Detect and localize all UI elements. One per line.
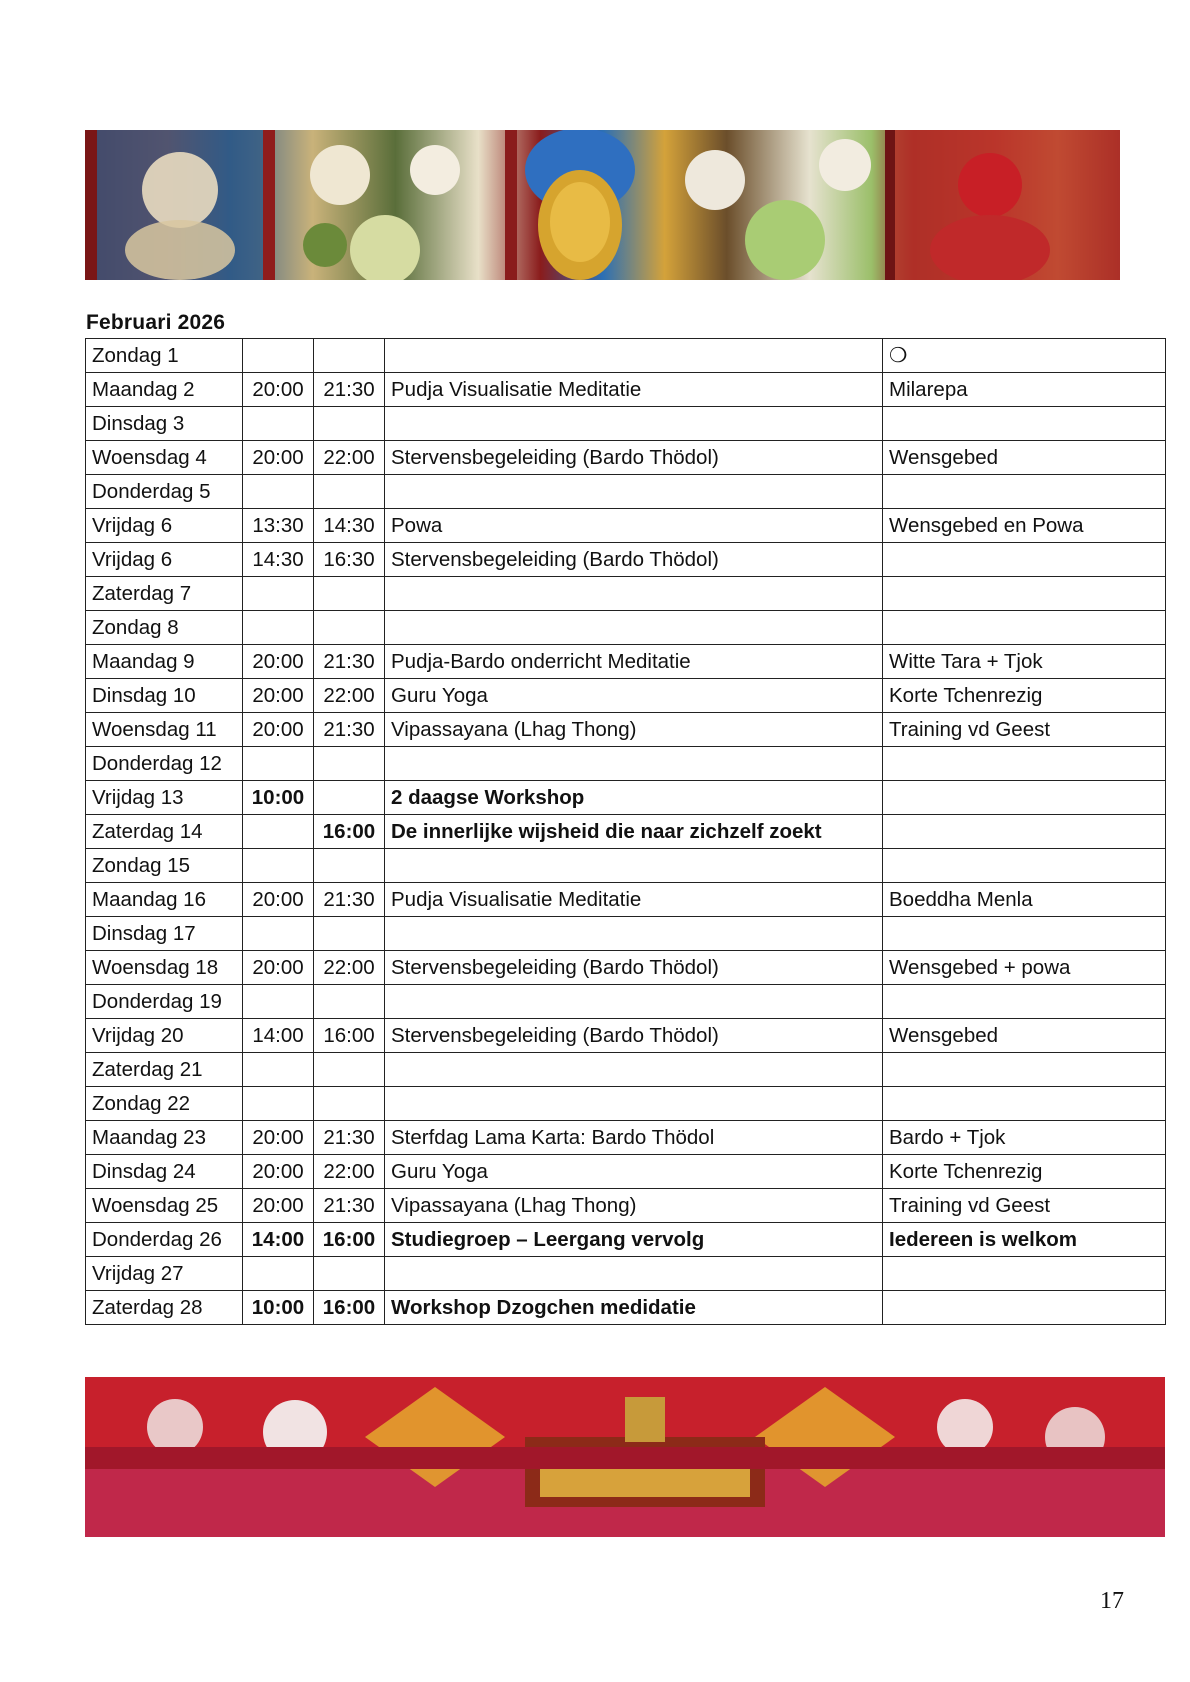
end-time-cell: 22:00 — [314, 441, 385, 475]
day-cell: Zaterdag 7 — [86, 577, 243, 611]
note-cell — [883, 781, 1166, 815]
note-cell: Training vd Geest — [883, 713, 1166, 747]
calendar-row — [86, 339, 1166, 373]
calendar-row — [86, 441, 1166, 475]
note-cell — [883, 985, 1166, 1019]
calendar-row — [86, 645, 1166, 679]
start-time-cell: 20:00 — [243, 1121, 314, 1155]
activity-cell — [385, 407, 883, 441]
end-time-cell — [314, 1087, 385, 1121]
day-cell: Zaterdag 21 — [86, 1053, 243, 1087]
day-cell: Donderdag 19 — [86, 985, 243, 1019]
note-cell — [883, 917, 1166, 951]
note-cell — [883, 543, 1166, 577]
day-cell: Vrijdag 13 — [86, 781, 243, 815]
end-time-cell — [314, 1257, 385, 1291]
calendar-row — [86, 407, 1166, 441]
start-time-cell — [243, 747, 314, 781]
day-cell: Woensdag 25 — [86, 1189, 243, 1223]
activity-cell: Stervensbegeleiding (Bardo Thödol) — [385, 441, 883, 475]
activity-cell: Vipassayana (Lhag Thong) — [385, 713, 883, 747]
end-time-cell — [314, 1053, 385, 1087]
end-time-cell: 16:00 — [314, 1223, 385, 1257]
calendar-row — [86, 679, 1166, 713]
banner-artwork — [85, 130, 1120, 280]
note-cell — [883, 1087, 1166, 1121]
start-time-cell — [243, 475, 314, 509]
day-cell: Donderdag 12 — [86, 747, 243, 781]
note-cell — [883, 1291, 1166, 1325]
note-cell: Witte Tara + Tjok — [883, 645, 1166, 679]
calendar-row — [86, 1223, 1166, 1257]
day-cell: Maandag 23 — [86, 1121, 243, 1155]
start-time-cell — [243, 1257, 314, 1291]
day-cell: Woensdag 4 — [86, 441, 243, 475]
calendar-row — [86, 1291, 1166, 1325]
calendar-row — [86, 1053, 1166, 1087]
calendar-row — [86, 1087, 1166, 1121]
calendar-row — [86, 985, 1166, 1019]
start-time-cell: 20:00 — [243, 679, 314, 713]
calendar-row — [86, 713, 1166, 747]
note-cell — [883, 849, 1166, 883]
day-cell: Woensdag 11 — [86, 713, 243, 747]
activity-cell — [385, 917, 883, 951]
note-cell — [883, 577, 1166, 611]
start-time-cell: 20:00 — [243, 883, 314, 917]
activity-cell: Sterfdag Lama Karta: Bardo Thödol — [385, 1121, 883, 1155]
note-cell: Boeddha Menla — [883, 883, 1166, 917]
note-cell: Wensgebed — [883, 441, 1166, 475]
start-time-cell: 20:00 — [243, 713, 314, 747]
start-time-cell: 20:00 — [243, 951, 314, 985]
start-time-cell — [243, 611, 314, 645]
note-cell — [883, 475, 1166, 509]
calendar-row — [86, 849, 1166, 883]
activity-cell: Pudja-Bardo onderricht Meditatie — [385, 645, 883, 679]
calendar-table — [85, 338, 1166, 1325]
end-time-cell — [314, 475, 385, 509]
start-time-cell — [243, 849, 314, 883]
activity-cell — [385, 611, 883, 645]
start-time-cell: 14:30 — [243, 543, 314, 577]
calendar-row — [86, 373, 1166, 407]
end-time-cell: 16:00 — [314, 815, 385, 849]
activity-cell — [385, 475, 883, 509]
activity-cell — [385, 985, 883, 1019]
day-cell: Zondag 15 — [86, 849, 243, 883]
note-cell: ❍ — [883, 339, 1166, 373]
end-time-cell: 21:30 — [314, 645, 385, 679]
calendar-row — [86, 543, 1166, 577]
end-time-cell — [314, 747, 385, 781]
note-cell: Korte Tchenrezig — [883, 679, 1166, 713]
note-cell: Training vd Geest — [883, 1189, 1166, 1223]
activity-cell: De innerlijke wijsheid die naar zichzelf zoekt — [385, 815, 883, 849]
end-time-cell: 22:00 — [314, 1155, 385, 1189]
start-time-cell — [243, 1053, 314, 1087]
end-time-cell — [314, 407, 385, 441]
note-cell — [883, 407, 1166, 441]
calendar-row — [86, 815, 1166, 849]
calendar-row — [86, 883, 1166, 917]
start-time-cell: 20:00 — [243, 645, 314, 679]
month-title: Februari 2026 — [86, 311, 226, 334]
note-cell: Korte Tchenrezig — [883, 1155, 1166, 1189]
start-time-cell: 14:00 — [243, 1019, 314, 1053]
end-time-cell — [314, 917, 385, 951]
start-time-cell — [243, 815, 314, 849]
calendar-row — [86, 1189, 1166, 1223]
day-cell: Zondag 8 — [86, 611, 243, 645]
start-time-cell: 10:00 — [243, 1291, 314, 1325]
end-time-cell: 16:00 — [314, 1019, 385, 1053]
end-time-cell — [314, 611, 385, 645]
note-cell: Wensgebed + powa — [883, 951, 1166, 985]
calendar-row — [86, 1121, 1166, 1155]
start-time-cell — [243, 407, 314, 441]
footer-banner-image — [85, 1377, 1165, 1537]
activity-cell — [385, 849, 883, 883]
activity-cell: Vipassayana (Lhag Thong) — [385, 1189, 883, 1223]
end-time-cell: 22:00 — [314, 951, 385, 985]
end-time-cell: 21:30 — [314, 713, 385, 747]
note-cell — [883, 747, 1166, 781]
activity-cell: Studiegroep – Leergang vervolg — [385, 1223, 883, 1257]
activity-cell: Guru Yoga — [385, 679, 883, 713]
calendar-row — [86, 509, 1166, 543]
activity-cell — [385, 1087, 883, 1121]
start-time-cell: 20:00 — [243, 1189, 314, 1223]
page-number: 17 — [1100, 1588, 1124, 1614]
end-time-cell: 21:30 — [314, 1189, 385, 1223]
activity-cell: 2 daagse Workshop — [385, 781, 883, 815]
end-time-cell: 16:00 — [314, 1291, 385, 1325]
activity-cell — [385, 1257, 883, 1291]
note-cell — [883, 1257, 1166, 1291]
calendar-row — [86, 781, 1166, 815]
activity-cell: Powa — [385, 509, 883, 543]
day-cell: Maandag 9 — [86, 645, 243, 679]
day-cell: Vrijdag 20 — [86, 1019, 243, 1053]
calendar-row — [86, 1155, 1166, 1189]
note-cell: Bardo + Tjok — [883, 1121, 1166, 1155]
day-cell: Dinsdag 10 — [86, 679, 243, 713]
activity-cell — [385, 747, 883, 781]
end-time-cell — [314, 577, 385, 611]
note-cell: Iedereen is welkom — [883, 1223, 1166, 1257]
end-time-cell — [314, 849, 385, 883]
calendar-row — [86, 1019, 1166, 1053]
day-cell: Dinsdag 3 — [86, 407, 243, 441]
end-time-cell — [314, 985, 385, 1019]
note-cell — [883, 611, 1166, 645]
day-cell: Maandag 16 — [86, 883, 243, 917]
start-time-cell: 20:00 — [243, 1155, 314, 1189]
activity-cell: Pudja Visualisatie Meditatie — [385, 373, 883, 407]
note-cell: Wensgebed en Powa — [883, 509, 1166, 543]
day-cell: Vrijdag 27 — [86, 1257, 243, 1291]
end-time-cell: 21:30 — [314, 1121, 385, 1155]
day-cell: Maandag 2 — [86, 373, 243, 407]
note-cell — [883, 1053, 1166, 1087]
activity-cell: Guru Yoga — [385, 1155, 883, 1189]
calendar-body — [86, 339, 1166, 1325]
activity-cell — [385, 339, 883, 373]
end-time-cell: 21:30 — [314, 373, 385, 407]
calendar-row — [86, 917, 1166, 951]
end-time-cell: 21:30 — [314, 883, 385, 917]
calendar-row — [86, 611, 1166, 645]
day-cell: Zaterdag 28 — [86, 1291, 243, 1325]
start-time-cell: 10:00 — [243, 781, 314, 815]
day-cell: Dinsdag 24 — [86, 1155, 243, 1189]
day-cell: Dinsdag 17 — [86, 917, 243, 951]
day-cell: Zondag 22 — [86, 1087, 243, 1121]
end-time-cell: 14:30 — [314, 509, 385, 543]
start-time-cell — [243, 339, 314, 373]
calendar-row — [86, 577, 1166, 611]
day-cell: Donderdag 26 — [86, 1223, 243, 1257]
start-time-cell — [243, 985, 314, 1019]
activity-cell — [385, 1053, 883, 1087]
end-time-cell: 22:00 — [314, 679, 385, 713]
day-cell: Zondag 1 — [86, 339, 243, 373]
activity-cell: Pudja Visualisatie Meditatie — [385, 883, 883, 917]
day-cell: Donderdag 5 — [86, 475, 243, 509]
start-time-cell: 20:00 — [243, 441, 314, 475]
end-time-cell — [314, 339, 385, 373]
day-cell: Woensdag 18 — [86, 951, 243, 985]
start-time-cell: 20:00 — [243, 373, 314, 407]
day-cell: Vrijdag 6 — [86, 509, 243, 543]
end-time-cell — [314, 781, 385, 815]
start-time-cell — [243, 577, 314, 611]
calendar-row — [86, 1257, 1166, 1291]
calendar-row — [86, 951, 1166, 985]
end-time-cell: 16:30 — [314, 543, 385, 577]
note-cell: Wensgebed — [883, 1019, 1166, 1053]
start-time-cell — [243, 917, 314, 951]
activity-cell: Stervensbegeleiding (Bardo Thödol) — [385, 951, 883, 985]
day-cell: Zaterdag 14 — [86, 815, 243, 849]
activity-cell: Stervensbegeleiding (Bardo Thödol) — [385, 543, 883, 577]
note-cell: Milarepa — [883, 373, 1166, 407]
calendar-row — [86, 475, 1166, 509]
header-banner-image — [85, 130, 1120, 280]
start-time-cell — [243, 1087, 314, 1121]
activity-cell: Stervensbegeleiding (Bardo Thödol) — [385, 1019, 883, 1053]
activity-cell: Workshop Dzogchen medidatie — [385, 1291, 883, 1325]
calendar-row — [86, 747, 1166, 781]
activity-cell — [385, 577, 883, 611]
start-time-cell: 14:00 — [243, 1223, 314, 1257]
note-cell — [883, 815, 1166, 849]
day-cell: Vrijdag 6 — [86, 543, 243, 577]
shrine-artwork — [85, 1377, 1165, 1537]
start-time-cell: 13:30 — [243, 509, 314, 543]
